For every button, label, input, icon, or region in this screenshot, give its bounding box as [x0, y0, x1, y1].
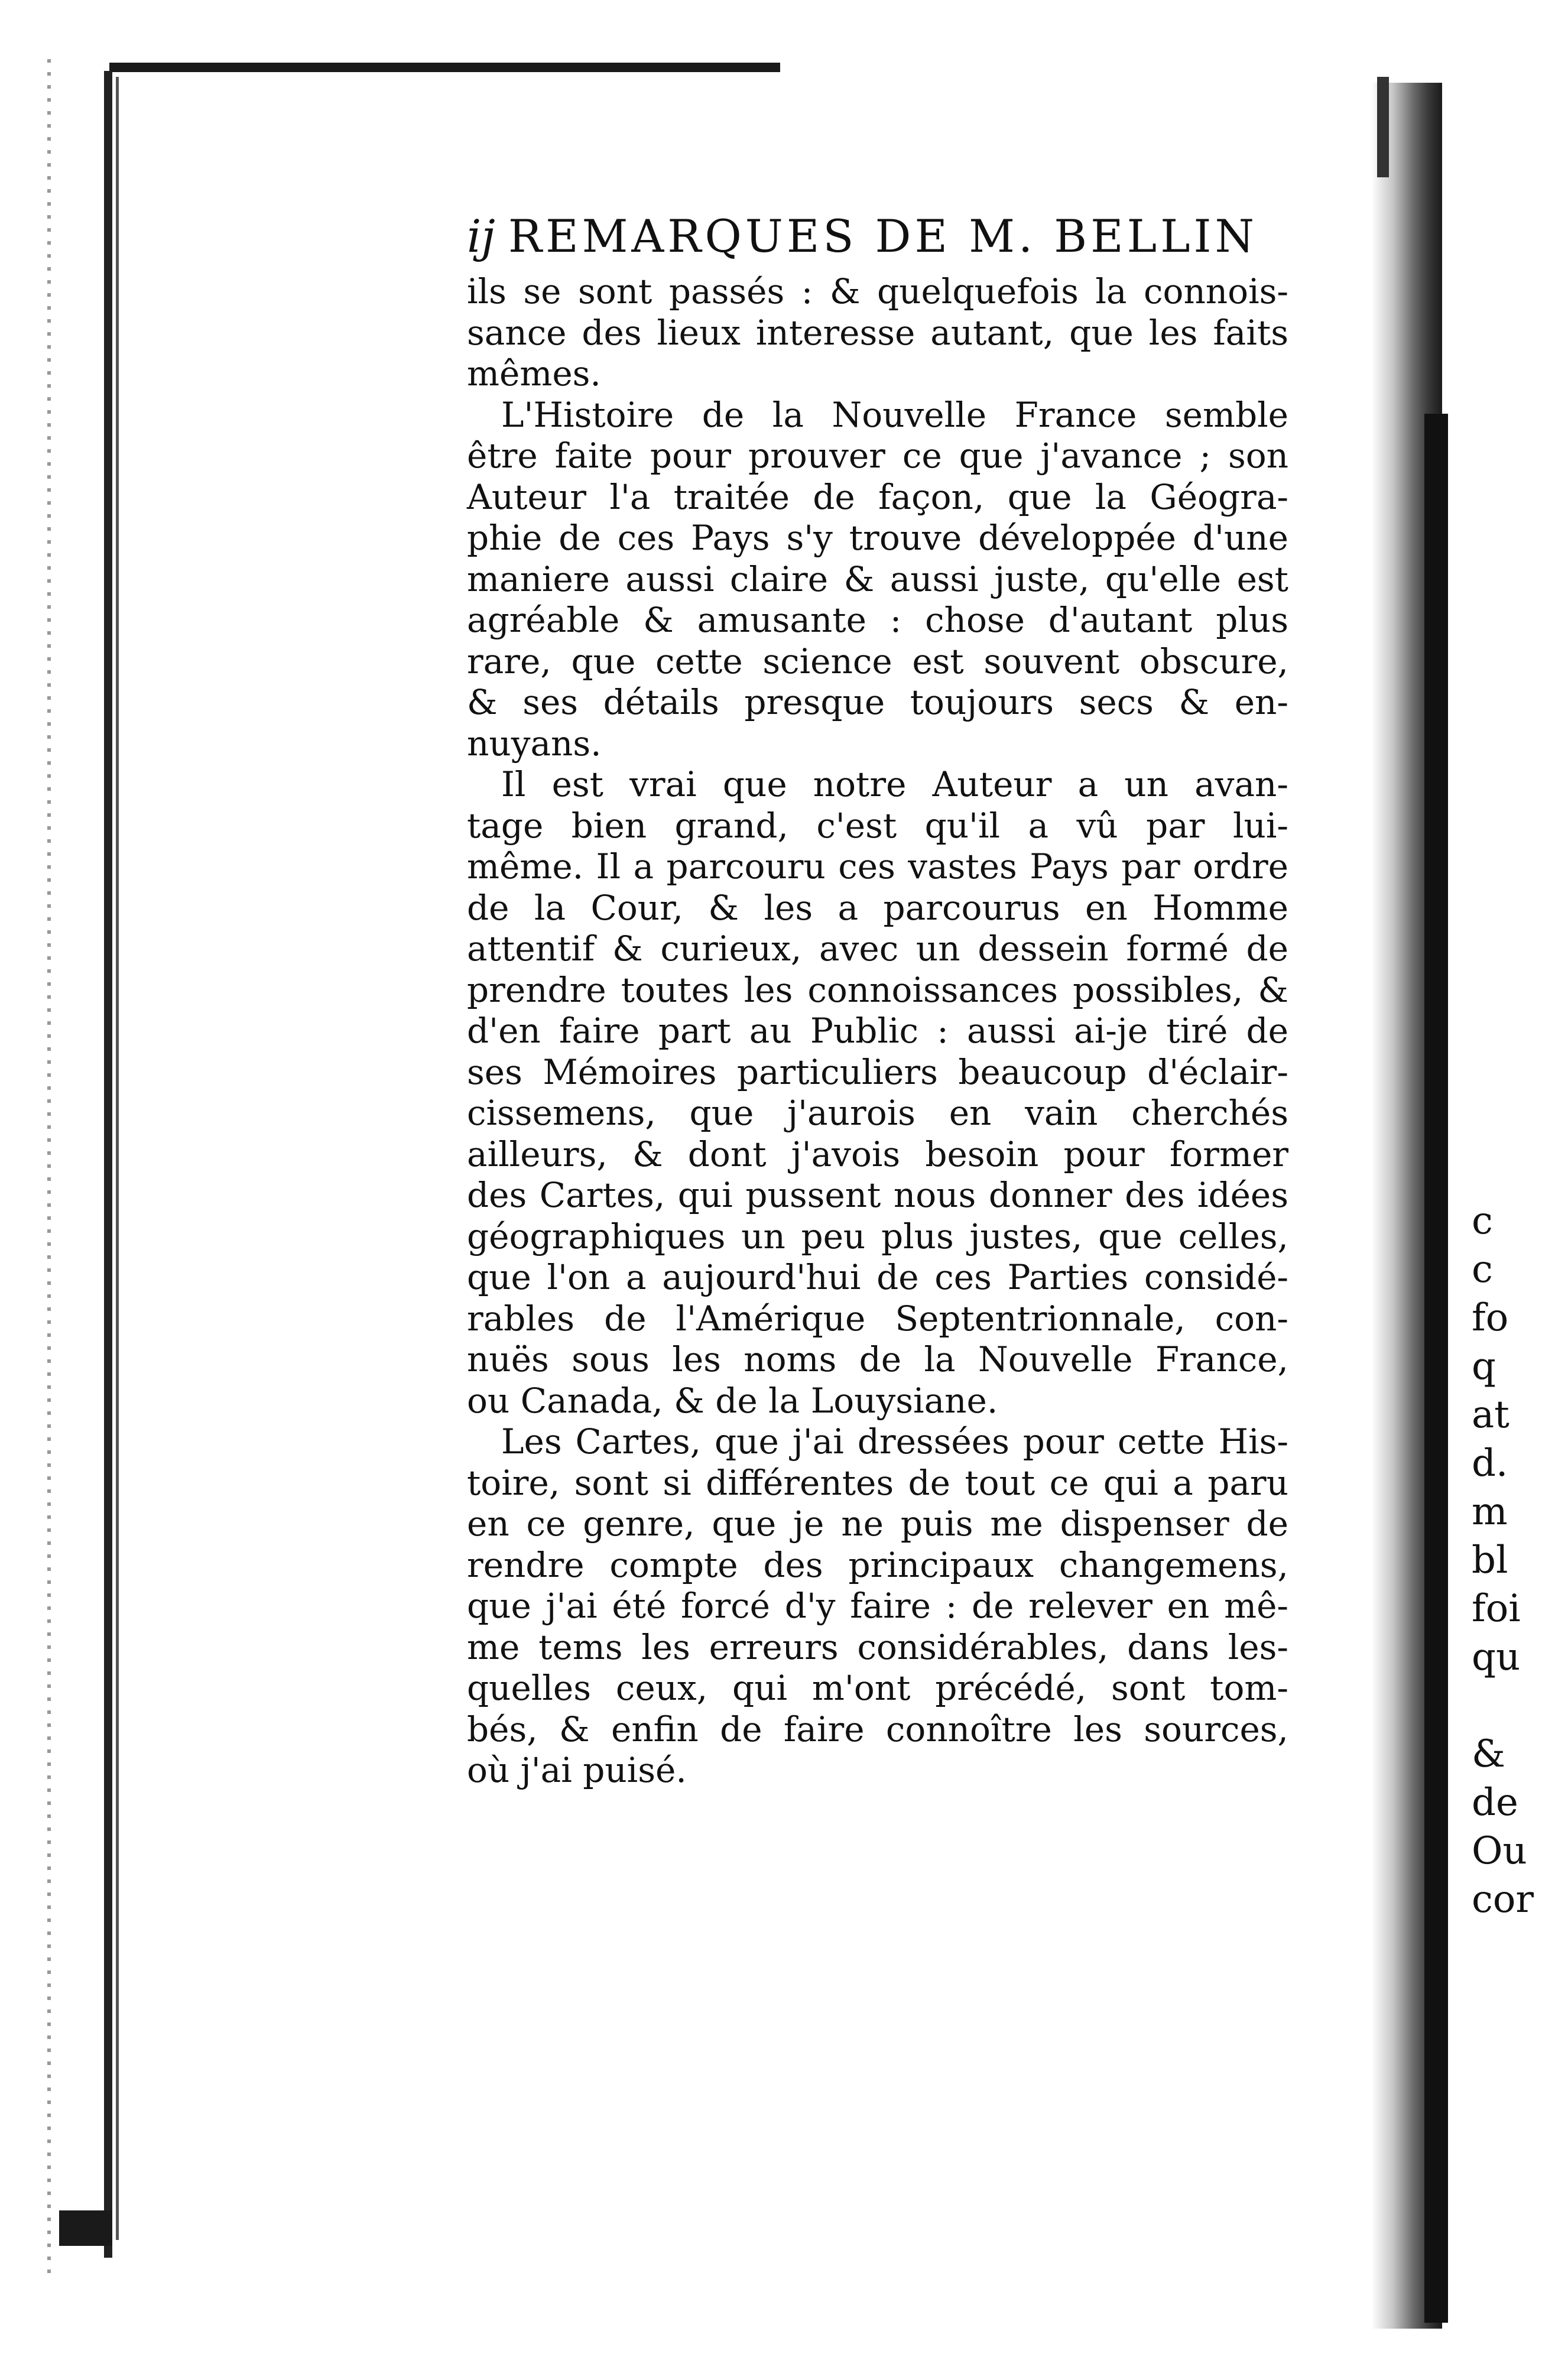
facing-fragment: cor	[1472, 1878, 1534, 1921]
facing-fragment: foi	[1472, 1587, 1521, 1631]
text-line: prendre toutes les connoissances possibles, &	[467, 969, 1288, 1010]
running-title: REMARQUES DE M. BELLIN	[508, 210, 1258, 262]
text-line: rendre compte des principaux changemens,	[467, 1544, 1288, 1585]
text-line: Auteur l'a traitée de façon, que la Géogra-	[467, 476, 1288, 517]
left-border-rule	[104, 71, 112, 2258]
text-line: & ses détails presque toujours secs & en-	[467, 682, 1288, 722]
text-line: mêmes.	[467, 353, 601, 394]
scan-edge-dots	[47, 59, 51, 2275]
body-text	[467, 271, 1288, 1791]
text-line: attentif & curieux, avec un dessein formé de	[467, 928, 1288, 969]
text-line: que j'ai été forcé d'y faire : de relever en mê-	[467, 1586, 1288, 1626]
text-line: des Cartes, qui pussent nous donner des idées	[467, 1175, 1288, 1215]
text-line: tage bien grand, c'est qu'il a vû par lui-	[467, 805, 1288, 846]
left-border-foot	[59, 2210, 112, 2246]
text-line: Il est vrai que notre Auteur a un avan-	[501, 764, 1288, 804]
top-right-scan-mark	[1377, 77, 1389, 177]
text-line: maniere aussi claire & aussi juste, qu'elle est	[467, 559, 1288, 599]
text-line: géographiques un peu plus justes, que celles,	[467, 1216, 1288, 1257]
text-line: même. Il a parcouru ces vastes Pays par ordre	[467, 846, 1288, 887]
text-line: quelles ceux, qui m'ont précédé, sont tom-	[467, 1668, 1288, 1708]
text-line: rables de l'Amérique Septentrionnale, con-	[467, 1298, 1288, 1339]
binding-gutter-bar	[1424, 414, 1448, 2323]
text-line: ses Mémoires particuliers beaucoup d'éclair-	[467, 1051, 1288, 1092]
text-line: ailleurs, & dont j'avois besoin pour former	[467, 1134, 1288, 1174]
facing-fragment: at	[1472, 1393, 1509, 1437]
text-line: sance des lieux interesse autant, que les faits	[467, 312, 1288, 353]
facing-fragment: m	[1472, 1490, 1508, 1534]
text-line: agréable & amusante : chose d'autant plus	[467, 600, 1288, 640]
facing-fragment: d.	[1472, 1442, 1508, 1485]
facing-fragment: q	[1472, 1345, 1496, 1388]
facing-fragment: c	[1472, 1248, 1493, 1291]
facing-page-fragments	[1472, 1197, 1568, 1924]
text-line: d'en faire part au Public : aussi ai-je tiré de	[467, 1011, 1288, 1051]
text-line: toire, sont si différentes de tout ce qui a paru	[467, 1462, 1288, 1503]
left-border-inner-rule	[116, 77, 119, 2240]
facing-fragment: bl	[1472, 1538, 1508, 1582]
text-line: bés, & enfin de faire connoître les sources,	[467, 1709, 1288, 1749]
facing-fragment	[1472, 1681, 1568, 1730]
facing-fragment: qu	[1472, 1635, 1521, 1679]
text-line: ils se sont passés : & quelquefois la connois-	[467, 271, 1288, 311]
page-text-block	[467, 210, 1288, 1791]
text-line: où j'ai puisé.	[467, 1750, 687, 1790]
text-line: de la Cour, & les a parcourus en Homme	[467, 887, 1288, 928]
facing-fragment: fo	[1472, 1296, 1509, 1340]
facing-fragment: c	[1472, 1199, 1493, 1243]
text-line: nuës sous les noms de la Nouvelle France,	[467, 1339, 1288, 1379]
text-line: phie de ces Pays s'y trouve développée d'une	[467, 518, 1288, 558]
text-line: nuyans.	[467, 723, 602, 764]
text-line: cissemens, que j'aurois en vain cherchés	[467, 1093, 1288, 1133]
running-header	[467, 210, 1288, 271]
text-line: que l'on a aujourd'hui de ces Parties considé-	[467, 1257, 1288, 1297]
text-line: rare, que cette science est souvent obscure,	[467, 641, 1288, 681]
text-line: être faite pour prouver ce que j'avance ; son	[467, 436, 1288, 476]
text-line: ou Canada, & de la Louysiane.	[467, 1380, 998, 1421]
facing-fragment: Ou	[1472, 1829, 1527, 1873]
page-folio: ij	[467, 210, 495, 262]
text-line: me tems les erreurs considérables, dans les-	[467, 1626, 1288, 1667]
text-line: en ce genre, que je ne puis me dispenser de	[467, 1504, 1288, 1544]
text-line: Les Cartes, que j'ai dressées pour cette His-	[501, 1421, 1288, 1462]
text-line: L'Histoire de la Nouvelle France semble	[501, 394, 1288, 435]
facing-fragment: &	[1472, 1732, 1505, 1776]
facing-fragment: de	[1472, 1781, 1518, 1824]
top-border-rule	[109, 63, 780, 72]
